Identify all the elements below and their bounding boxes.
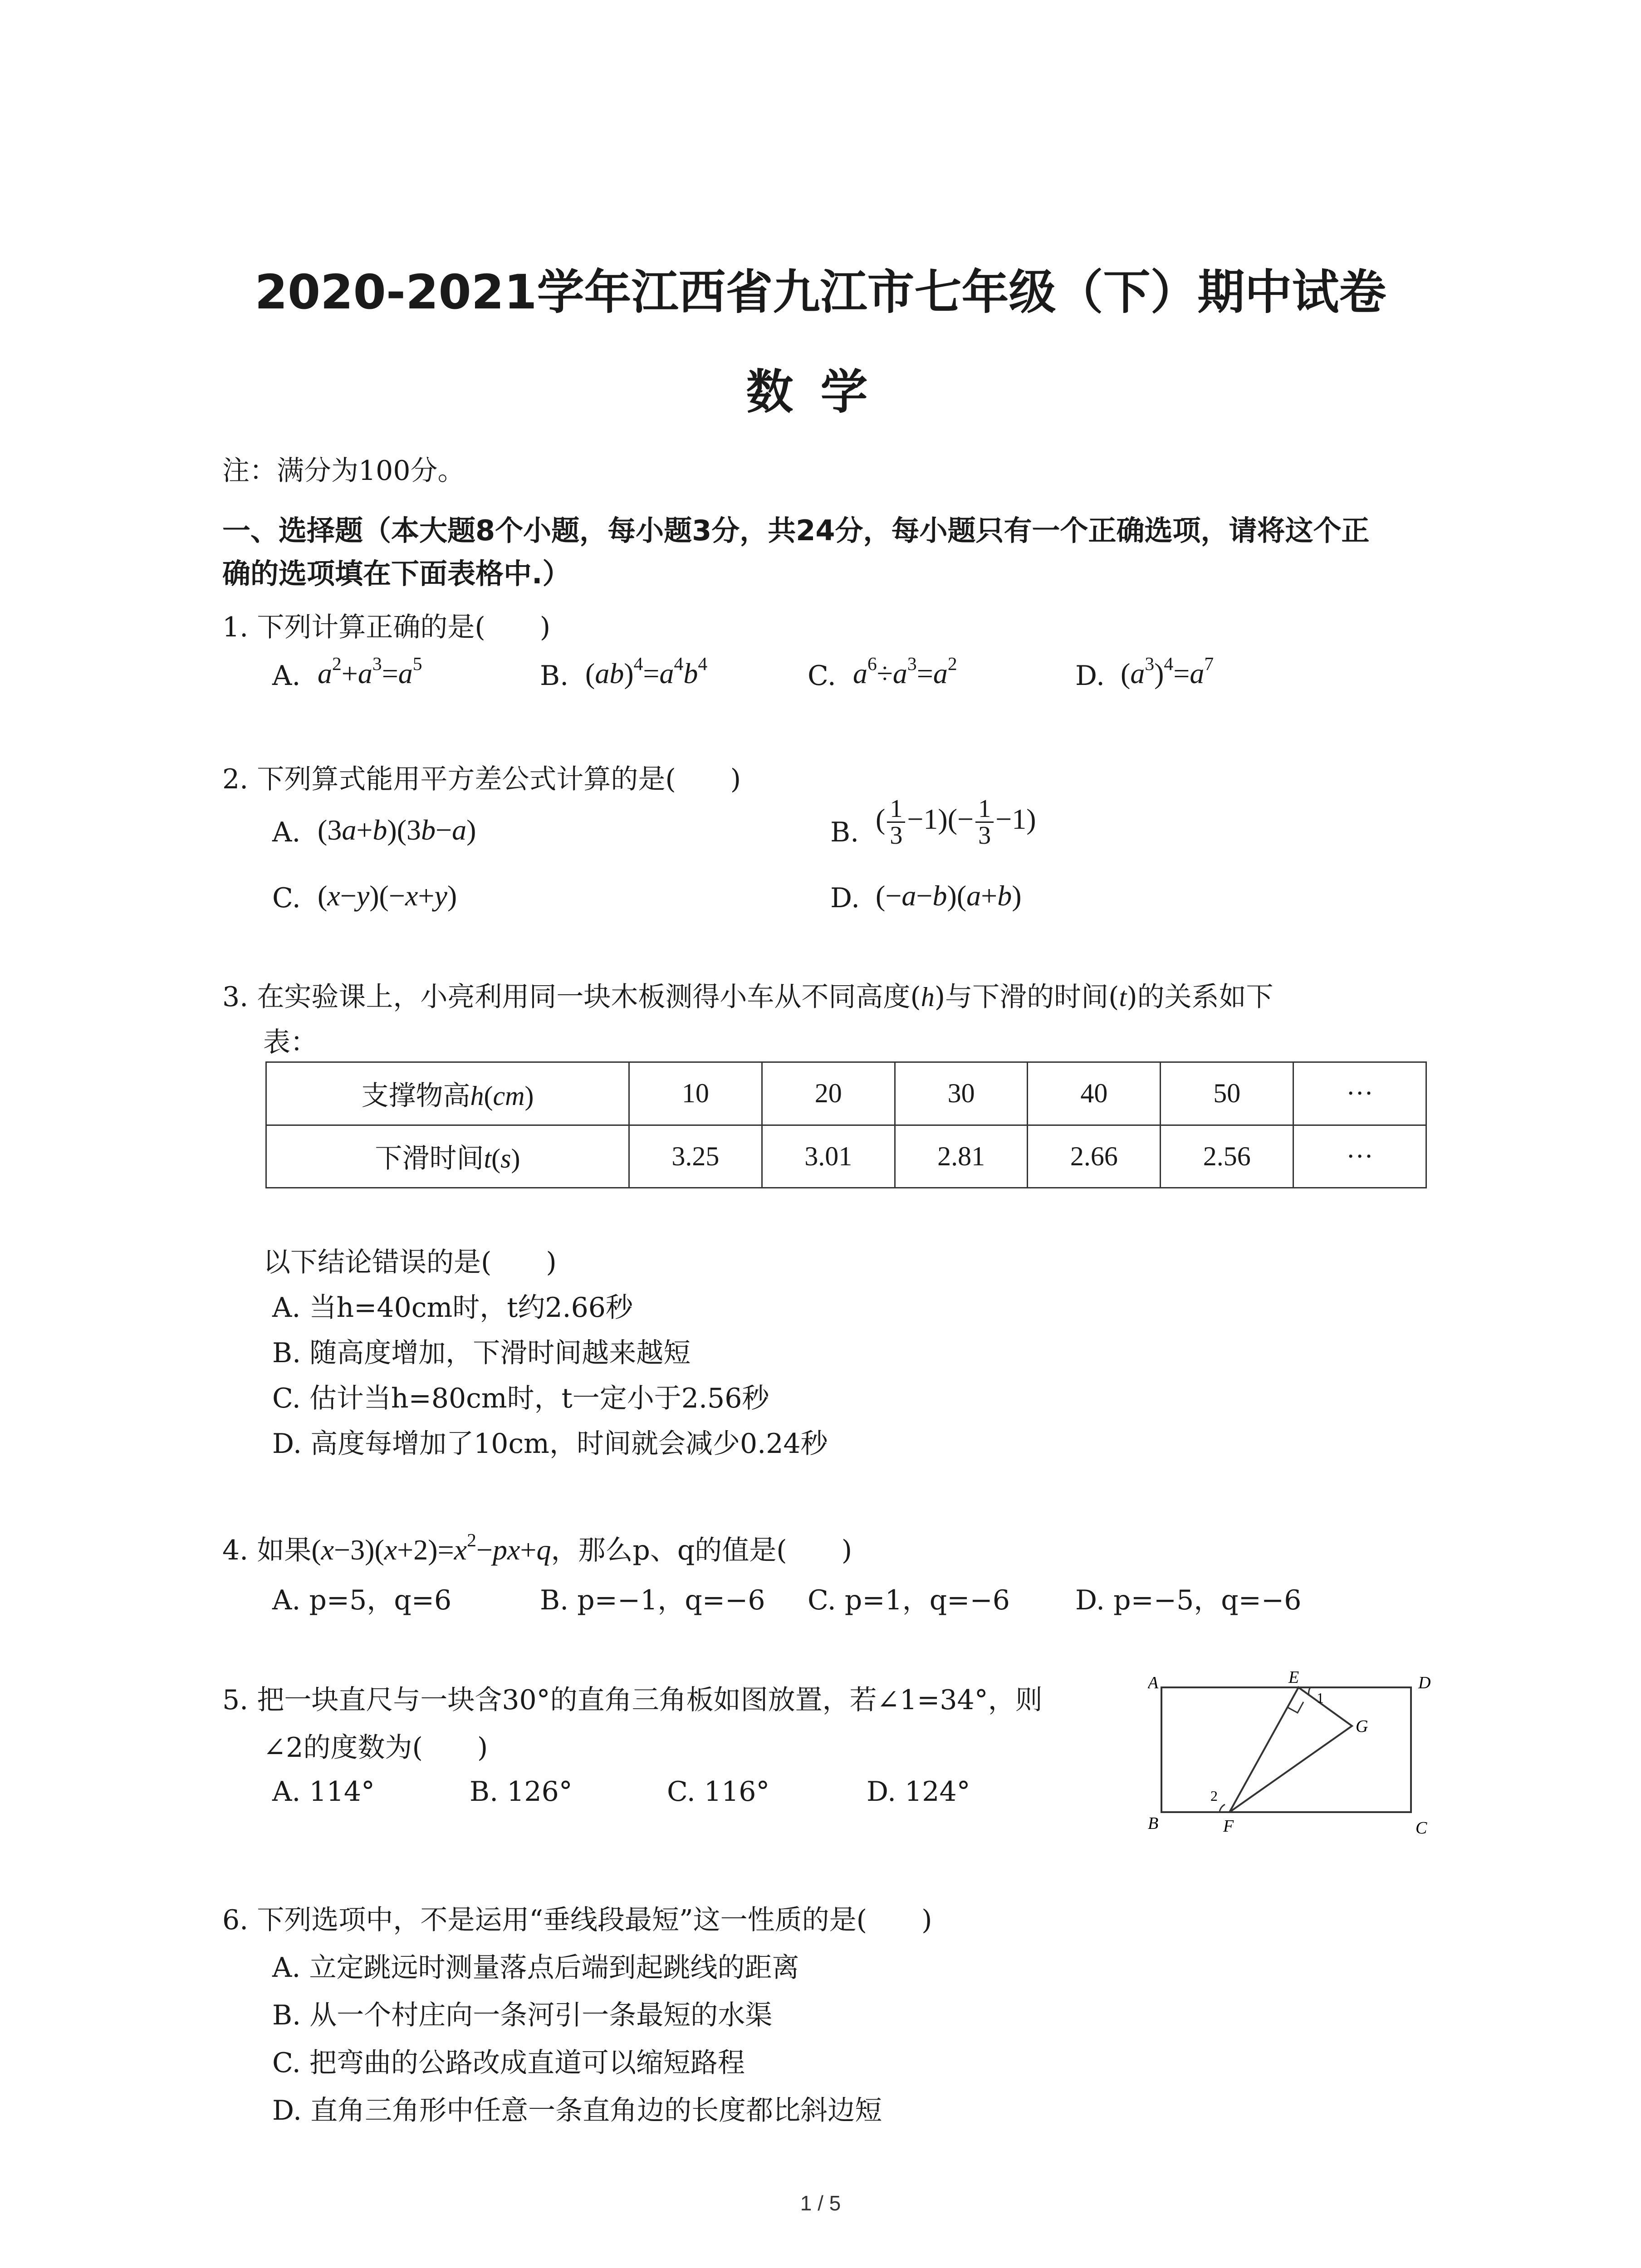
figure-label-a: A <box>1148 1673 1159 1692</box>
q4-option-a: A. p=5，q=6 <box>272 1584 452 1616</box>
q3-option-a: A. 当h=40cm时，t约2.66秒 <box>272 1292 633 1324</box>
table-row-header-height: 支撑物高h(cm) <box>266 1062 629 1125</box>
q3-option-b: B. 随高度增加，下滑时间越来越短 <box>272 1337 691 1369</box>
q1-option-c-label: C. <box>808 660 836 692</box>
q6-option-b: B. 从一个村庄向一条河引一条最短的水渠 <box>272 1999 773 2031</box>
q2-option-b-label: B. <box>830 816 859 848</box>
figure-label-angle-2: 2 <box>1210 1788 1218 1804</box>
table-cell: 3.01 <box>762 1125 895 1188</box>
q5-stem-line2: ∠2的度数为( ) <box>263 1732 488 1764</box>
ruler-rectangle <box>1161 1687 1411 1812</box>
q3-data-table <box>265 1061 1427 1188</box>
table-cell: 30 <box>895 1062 1028 1125</box>
figure-label-g: G <box>1356 1717 1368 1736</box>
q1-option-b-label: B. <box>540 660 569 692</box>
q4-option-c: C. p=1，q=−6 <box>808 1584 1010 1616</box>
q5-option-d: D. 124° <box>867 1776 970 1808</box>
table-row <box>266 1125 1426 1188</box>
q3-option-d: D. 高度每增加了10cm，时间就会减少0.24秒 <box>272 1428 828 1460</box>
q4-option-b: B. p=−1，q=−6 <box>540 1584 765 1616</box>
section-heading-line1: 一、选择题（本大题8个小题，每小题3分，共24分，每小题只有一个正确选项，请将这个正 <box>222 514 1370 547</box>
figure-label-c: C <box>1416 1818 1427 1838</box>
q1-option-d-expr: $(a^3)^4=a^7$ <box>1121 653 1214 689</box>
q2-option-d-label: D. <box>830 882 860 914</box>
section-heading-line2: 确的选项填在下面表格中.） <box>222 557 571 590</box>
table-cell: ··· <box>1293 1125 1426 1188</box>
figure-label-f: F <box>1223 1817 1234 1836</box>
table-cell: 10 <box>629 1062 762 1125</box>
q2-option-a-expr: (3a+b)(3b−a) <box>318 814 476 846</box>
table-cell: ··· <box>1293 1062 1426 1125</box>
figure-label-d: D <box>1418 1673 1431 1692</box>
figure-label-b: B <box>1148 1814 1159 1833</box>
table-row-header-time: 下滑时间t(s) <box>266 1125 629 1188</box>
q2-option-a-label: A. <box>272 816 301 848</box>
table-cell: 50 <box>1161 1062 1293 1125</box>
q2-option-d-expr: (−a−b)(a+b) <box>876 880 1022 912</box>
table-cell: 3.25 <box>629 1125 762 1188</box>
q1-option-a-expr: $a^2+a^3=a^5$ <box>318 653 422 689</box>
q2-option-c-label: C. <box>272 882 301 914</box>
q5-stem-line1: 5. 把一块直尺与一块含30°的直角三角板如图放置，若∠1=34°，则 <box>222 1684 1043 1716</box>
table-row <box>266 1062 1426 1125</box>
figure-label-e: E <box>1288 1669 1299 1687</box>
q3-stem-line1: 3. 在实验课上，小亮利用同一块木板测得小车从不同高度(h)与下滑的时间(t)的关系如下 <box>222 981 1274 1013</box>
q3-option-c: C. 估计当h=80cm时，t一定小于2.56秒 <box>272 1383 769 1414</box>
table-cell: 2.81 <box>895 1125 1028 1188</box>
q2-option-b-expr: ( $\frac{1}{3}$ −1)(− $\frac{1}{3}$ −1) <box>876 795 1036 850</box>
table-cell: 2.66 <box>1028 1125 1161 1188</box>
q5-option-b: B. 126° <box>470 1776 573 1808</box>
q6-stem: 6. 下列选项中，不是运用“垂线段最短”这一性质的是( ) <box>222 1904 932 1936</box>
q6-option-d: D. 直角三角形中任意一条直角边的长度都比斜边短 <box>272 2095 882 2126</box>
page-number: 1 / 5 <box>800 2191 841 2215</box>
ruler-triangle-figure <box>1148 1669 1438 1851</box>
table-cell: 20 <box>762 1062 895 1125</box>
table-cell: 40 <box>1028 1062 1161 1125</box>
figure-label-angle-1: 1 <box>1317 1690 1324 1706</box>
exam-title: 2020-2021学年江西省九江市七年级（下）期中试卷 <box>255 264 1386 320</box>
q2-option-c-expr: (x−y)(−x+y) <box>318 880 457 912</box>
q1-stem: 1. 下列计算正确的是( ) <box>222 611 551 643</box>
angle-2-arc <box>1220 1804 1225 1812</box>
q6-option-a: A. 立定跳远时测量落点后端到起跳线的距离 <box>272 1952 799 1984</box>
q2-stem: 2. 下列算式能用平方差公式计算的是( ) <box>222 763 741 795</box>
q1-option-d-label: D. <box>1075 660 1105 692</box>
q3-prompt: 以下结论错误的是( ) <box>263 1246 557 1278</box>
q6-option-c: C. 把弯曲的公路改成直道可以缩短路程 <box>272 2047 745 2079</box>
q1-option-c-expr: $a^6\div a^3=a^2$ <box>853 653 957 689</box>
q1-option-b-expr: $(ab)^4=a^4b^4$ <box>585 653 708 689</box>
q3-stem-line2: 表： <box>263 1026 318 1058</box>
exam-subject: 数学 <box>746 364 895 420</box>
score-note: 注：满分为100分。 <box>222 455 465 487</box>
q1-option-a-label: A. <box>272 660 301 692</box>
q4-option-d: D. p=−5，q=−6 <box>1075 1584 1302 1616</box>
q5-option-a: A. 114° <box>272 1776 375 1808</box>
table-cell: 2.56 <box>1161 1125 1293 1188</box>
set-square-triangle <box>1230 1687 1352 1812</box>
q4-stem: 4. 如果$(x-3)(x+2)=x^2-px+q$，那么p、q的值是( ) <box>222 1529 852 1566</box>
q5-option-c: C. 116° <box>667 1776 770 1808</box>
